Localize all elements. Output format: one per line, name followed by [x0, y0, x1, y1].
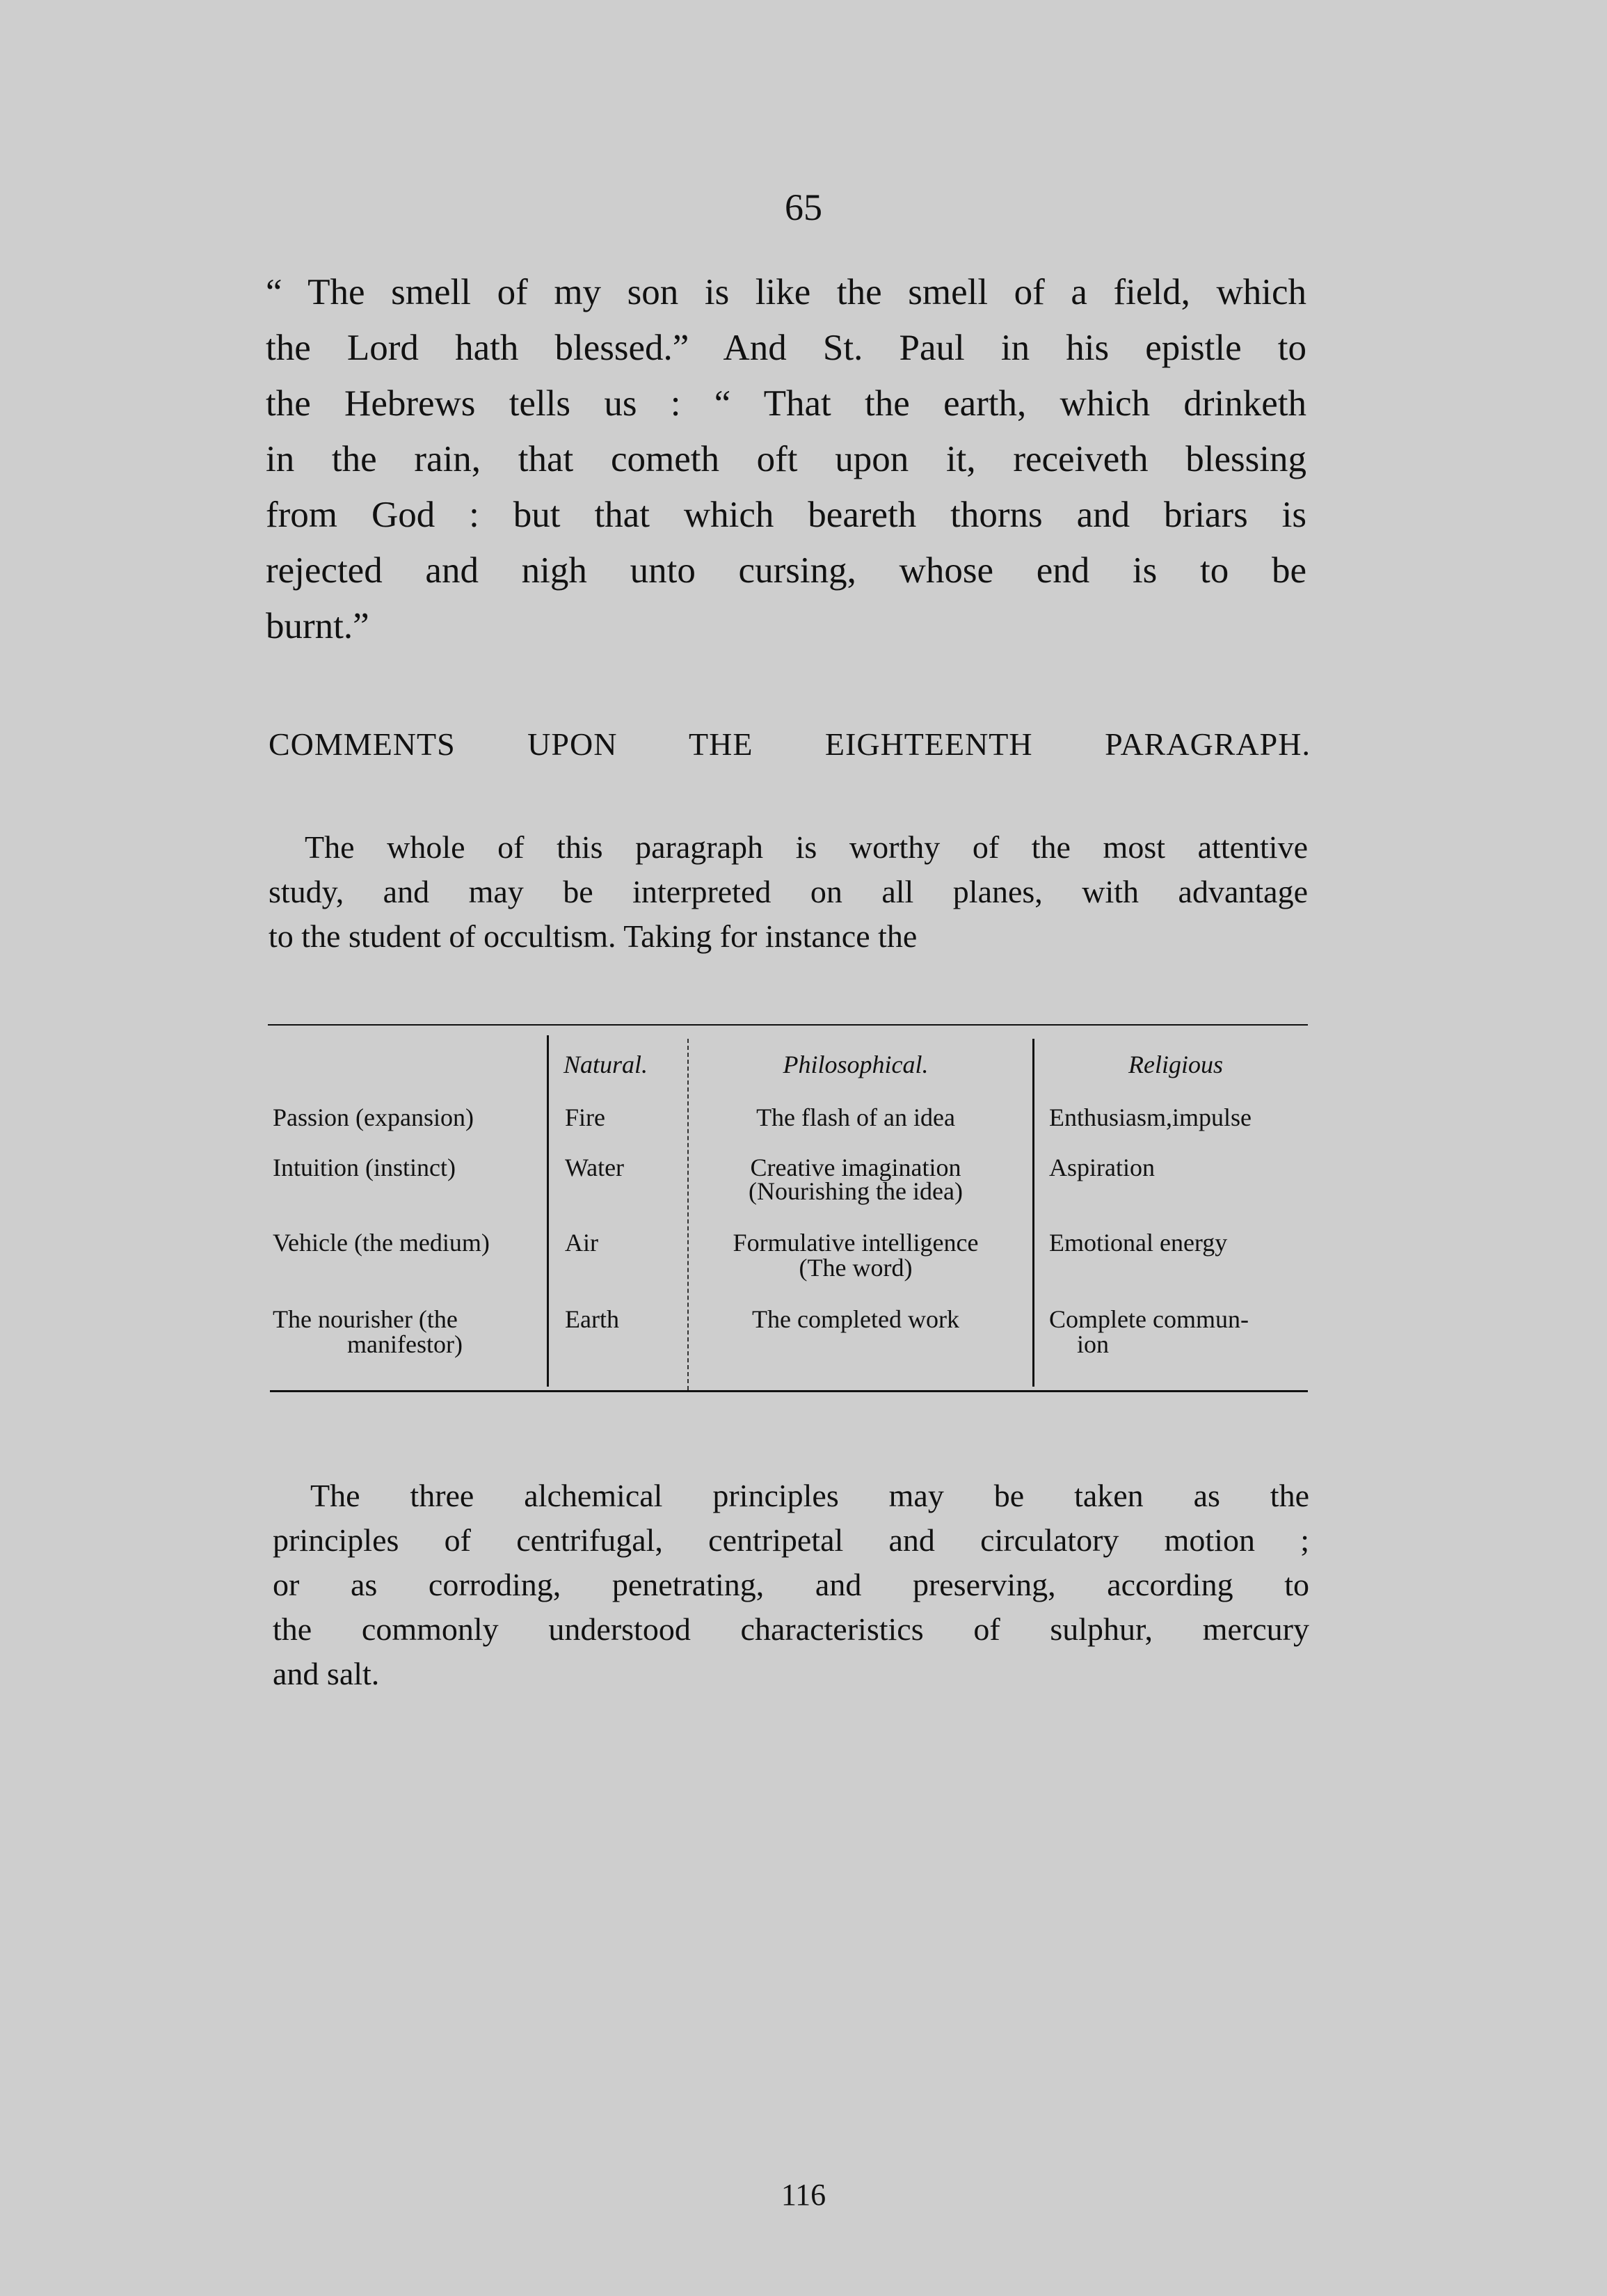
cell-philosophical: The completed work [752, 1305, 959, 1333]
quote-line: burnt.” [266, 606, 369, 646]
cell-philosophical-line2: (Nourishing the idea) [749, 1177, 963, 1205]
quote-line: the Hebrews tells us : “ That the earth, which drinketh [266, 383, 1306, 424]
header-religious: Religious [1128, 1051, 1223, 1078]
row-label: The nourisher (the [273, 1305, 458, 1333]
intro-line: to the student of occultism. Taking for instance the [269, 918, 918, 954]
row-label: Passion (expansion) [273, 1103, 474, 1131]
cell-natural: Water [565, 1154, 625, 1181]
quote-line: “ The smell of my son is like the smell of a field, which [266, 272, 1306, 312]
row-label: Vehicle (the medium) [273, 1229, 490, 1257]
cell-philosophical-line2: (The word) [799, 1254, 913, 1282]
closing-line: principles of centrifugal, centripetal and circulatory motion ; [273, 1522, 1309, 1558]
closing-line: the commonly understood characteristics of sulphur, mercury [273, 1611, 1309, 1647]
cell-natural: Earth [565, 1305, 619, 1333]
quote-line: the Lord hath blessed.” And St. Paul in his epistle to [266, 328, 1306, 368]
cell-religious: Aspiration [1049, 1154, 1155, 1181]
table-top-rule [268, 1024, 1308, 1026]
cell-religious: Emotional energy [1049, 1229, 1228, 1257]
table-bottom-rule [270, 1390, 1308, 1392]
row-label-line2: manifestor) [347, 1330, 463, 1358]
quote-line: in the rain, that cometh oft upon it, receiveth blessing [266, 439, 1306, 479]
header-natural: Natural. [563, 1051, 648, 1078]
cell-philosophical: Creative imagination [750, 1154, 961, 1181]
cell-philosophical: Formulative intelligence [733, 1229, 979, 1257]
row-label: Intuition (instinct) [273, 1154, 456, 1181]
column-divider-dashed [687, 1039, 689, 1390]
cell-religious: Enthusiasm,impulse [1049, 1103, 1252, 1131]
page-number: 116 [781, 2178, 826, 2212]
quote-line: from God : but that which beareth thorns and briars is [266, 495, 1306, 535]
cell-natural: Air [565, 1229, 598, 1257]
closing-line: or as corroding, penetrating, and preserving, according to [273, 1567, 1309, 1602]
cell-natural: Fire [565, 1103, 605, 1131]
quote-line: rejected and nigh unto cursing, whose end is to be [266, 550, 1306, 591]
header-philosophical: Philosophical. [783, 1051, 929, 1078]
column-divider [547, 1035, 549, 1387]
closing-line: The three alchemical principles may be taken as the [310, 1478, 1309, 1513]
cell-philosophical: The flash of an idea [756, 1103, 955, 1131]
section-number: 65 [785, 186, 822, 228]
column-divider [1032, 1039, 1034, 1387]
cell-religious-line2: ion [1077, 1330, 1110, 1358]
intro-line: study, and may be interpreted on all planes, with advantage [269, 874, 1308, 909]
intro-line: The whole of this paragraph is worthy of the most attentive [305, 829, 1308, 865]
section-heading: COMMENTS UPON THE EIGHTEENTH PARAGRAPH. [269, 726, 1311, 762]
cell-religious: Complete commun- [1049, 1305, 1249, 1333]
closing-line: and salt. [273, 1656, 380, 1691]
